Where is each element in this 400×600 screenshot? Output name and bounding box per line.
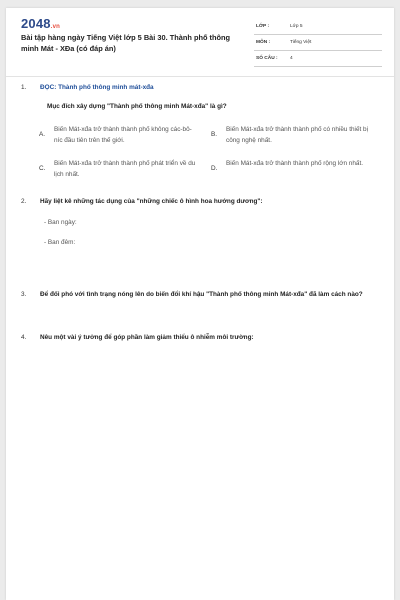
logo-suffix: .vn <box>50 24 61 30</box>
question-number: 4. <box>21 334 27 341</box>
answer-label-day: - Ban ngày: <box>44 219 77 226</box>
option-letter-b[interactable]: B. <box>211 131 218 138</box>
question-number: 1. <box>21 84 27 91</box>
meta-value: Lớp 5 <box>290 24 303 29</box>
option-text-c[interactable]: Biến Mát-xđa trở thành thành phố phát triển về du lịch nhất. <box>54 160 196 178</box>
question-4-text: Nêu một vài ý tưởng để góp phần làm giảm thiểu ô nhiễm môi trường: <box>40 334 254 341</box>
question-3-text: Để đối phó với tình trạng nóng lên do biến đổi khí hậu "Thành phố thông minh Mát-xđa" đã làm cách nào? <box>40 291 363 298</box>
option-text-a[interactable]: Biến Mát-xđa trở thành thành phố không các-bô-níc đầu tiên trên thế giới. <box>54 126 192 144</box>
meta-grade <box>254 20 382 35</box>
question-1-text: Mục đích xây dựng "Thành phố thông minh Mát-xđa" là gì? <box>47 103 227 110</box>
meta-label: LỚP : <box>256 24 270 29</box>
meta-value: Tiếng Việt <box>290 40 312 45</box>
option-letter-a[interactable]: A. <box>39 131 46 138</box>
meta-label: MÔN : <box>256 40 271 45</box>
option-letter-d[interactable]: D. <box>211 165 218 172</box>
option-text-b[interactable]: Biến Mát-xđa trở thành thành phố có nhiều thiết bị công nghệ nhất. <box>226 126 369 144</box>
question-2-text: Hãy liệt kê những tác dụng của "những chiếc ô hình hoa hướng dương": <box>40 198 263 205</box>
meta-subject <box>254 36 382 51</box>
site-logo[interactable] <box>21 16 60 31</box>
logo-text: 2048 <box>21 16 51 31</box>
document-title: Bài tập hàng ngày Tiếng Việt lớp 5 Bài 30. Thành phố thông minh Mát - XĐa (có đáp án) <box>21 33 231 53</box>
worksheet-page <box>6 8 394 600</box>
answer-label-night: - Ban đêm: <box>44 239 76 246</box>
question-number: 3. <box>21 291 27 298</box>
question-number: 2. <box>21 198 27 205</box>
meta-question-count <box>254 52 382 67</box>
option-text-d[interactable]: Biến Mát-xđa trở thành thành phố rộng lớn nhất. <box>226 160 363 167</box>
meta-label: SỐ CÂU : <box>256 56 278 61</box>
meta-value: 4 <box>290 56 293 61</box>
header-divider <box>6 76 394 77</box>
option-letter-c[interactable]: C. <box>39 165 46 172</box>
reading-section-title: ĐỌC: Thành phố thông minh mát-xđa <box>40 84 154 91</box>
